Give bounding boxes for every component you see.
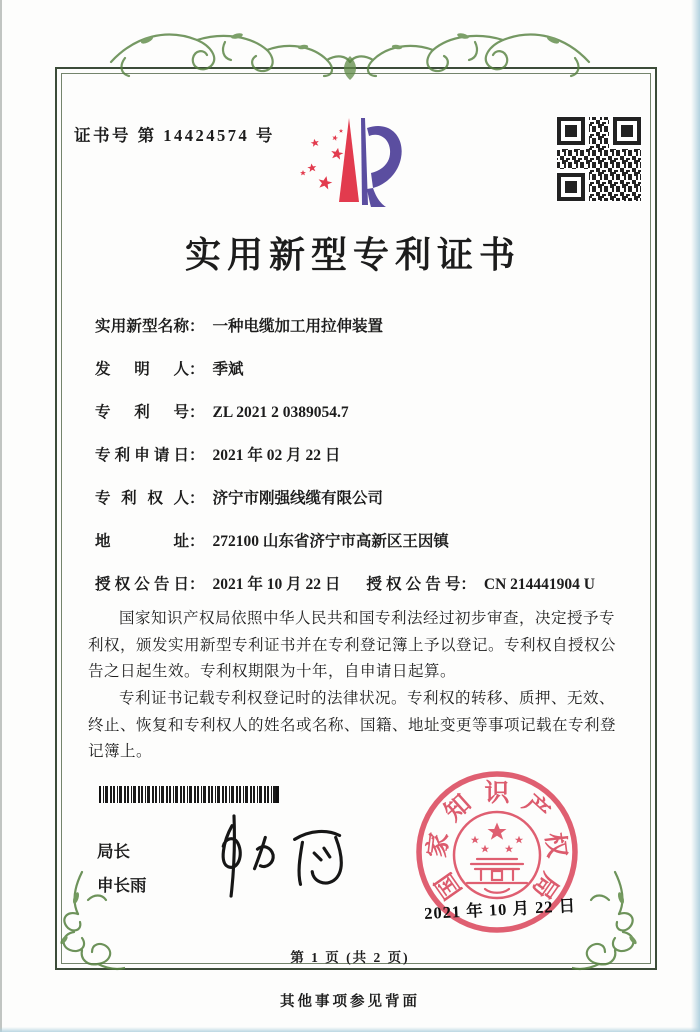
certificate-title: 实用新型专利证书	[184, 235, 521, 275]
page-number: 第 1 页 (共 2 页)	[290, 950, 410, 965]
director-signature	[198, 812, 358, 905]
field-label: 实用新型名称	[95, 318, 189, 335]
field-grant-row: 授权公告日： 2021 年 10 月 22 日 授权公告号： CN 214441904 U	[95, 576, 595, 593]
svg-text:知: 知	[439, 789, 477, 827]
field-value: 272100 山东省济宁市高新区王因镇	[212, 533, 449, 550]
signer-name: 申长雨	[97, 876, 147, 895]
svg-text:局: 局	[526, 867, 564, 904]
field-value: 一种电缆加工用拉伸装置	[212, 318, 384, 335]
top-vine-ornament	[105, 16, 595, 84]
field-label: 授权公告号	[366, 576, 461, 593]
certificate-fields	[95, 318, 635, 619]
logo-stars	[300, 129, 344, 190]
scan-edge-left	[0, 0, 2, 1032]
field-value: 季斌	[212, 361, 244, 378]
scan-edge-right	[691, 0, 700, 1032]
svg-text:家: 家	[423, 831, 454, 860]
back-side-note: 其他事项参见背面	[280, 994, 420, 1010]
field-value: 2021 年 02 月 22 日	[212, 447, 341, 464]
field-value: CN 214441904 U	[483, 576, 595, 593]
legal-status-paragraph: 专利证书记载专利权登记时的法律状况。专利权的转移、质押、无效、终止、恢复和专利权人的姓名或名称、国籍、地址变更等事项记载在专利登记簿上。	[88, 689, 617, 761]
certificate-body	[88, 606, 623, 766]
field-inventor: 发明人： 季斌	[95, 361, 244, 378]
seal-date: 2021 年 10 月 22 日	[423, 896, 577, 923]
field-value: 2021 年 10 月 22 日	[212, 576, 341, 593]
svg-text:权: 权	[540, 831, 571, 860]
seal-national-emblem	[454, 812, 540, 898]
field-filing-date: 专利申请日： 2021 年 02 月 22 日	[95, 447, 341, 464]
svg-text:国: 国	[430, 867, 468, 904]
seal-text	[423, 779, 571, 904]
logo-purple-p	[361, 118, 402, 207]
certificate-number: 证书号 第 14424574 号	[74, 126, 275, 145]
svg-text:识: 识	[484, 780, 510, 807]
grant-paragraph: 国家知识产权局依照中华人民共和国专利法经过初步审查，决定授予专利权，颁发实用新型专利证书并在专利登记簿上予以登记。专利权自授权公告之日起生效。专利权期限为十年，自申请日起算。	[88, 610, 617, 681]
field-address: 地址： 272100 山东省济宁市高新区王因镇	[95, 533, 449, 550]
field-patent-number: 专利号： ZL 2021 2 0389054.7	[95, 404, 349, 421]
scan-edge-bottom	[0, 1027, 700, 1032]
field-utility-model-name: 实用新型名称： 一种电缆加工用拉伸装置	[95, 318, 384, 335]
field-label: 专利号	[95, 404, 189, 421]
field-label: 专利权人	[95, 490, 189, 507]
svg-text:产: 产	[517, 789, 555, 827]
signer-role: 局长	[97, 842, 130, 861]
field-label: 发明人	[95, 361, 189, 378]
field-value: 济宁市刚强线缆有限公司	[212, 490, 384, 507]
qr-code	[556, 116, 642, 207]
field-label: 授权公告日	[95, 576, 189, 593]
field-value: ZL 2021 2 0389054.7	[212, 404, 349, 421]
barcode	[99, 786, 279, 808]
field-label: 地址	[95, 533, 189, 550]
field-patentee: 专利权人： 济宁市刚强线缆有限公司	[95, 490, 384, 507]
field-label: 专利申请日	[95, 447, 189, 464]
cnipa-logo	[292, 110, 412, 215]
